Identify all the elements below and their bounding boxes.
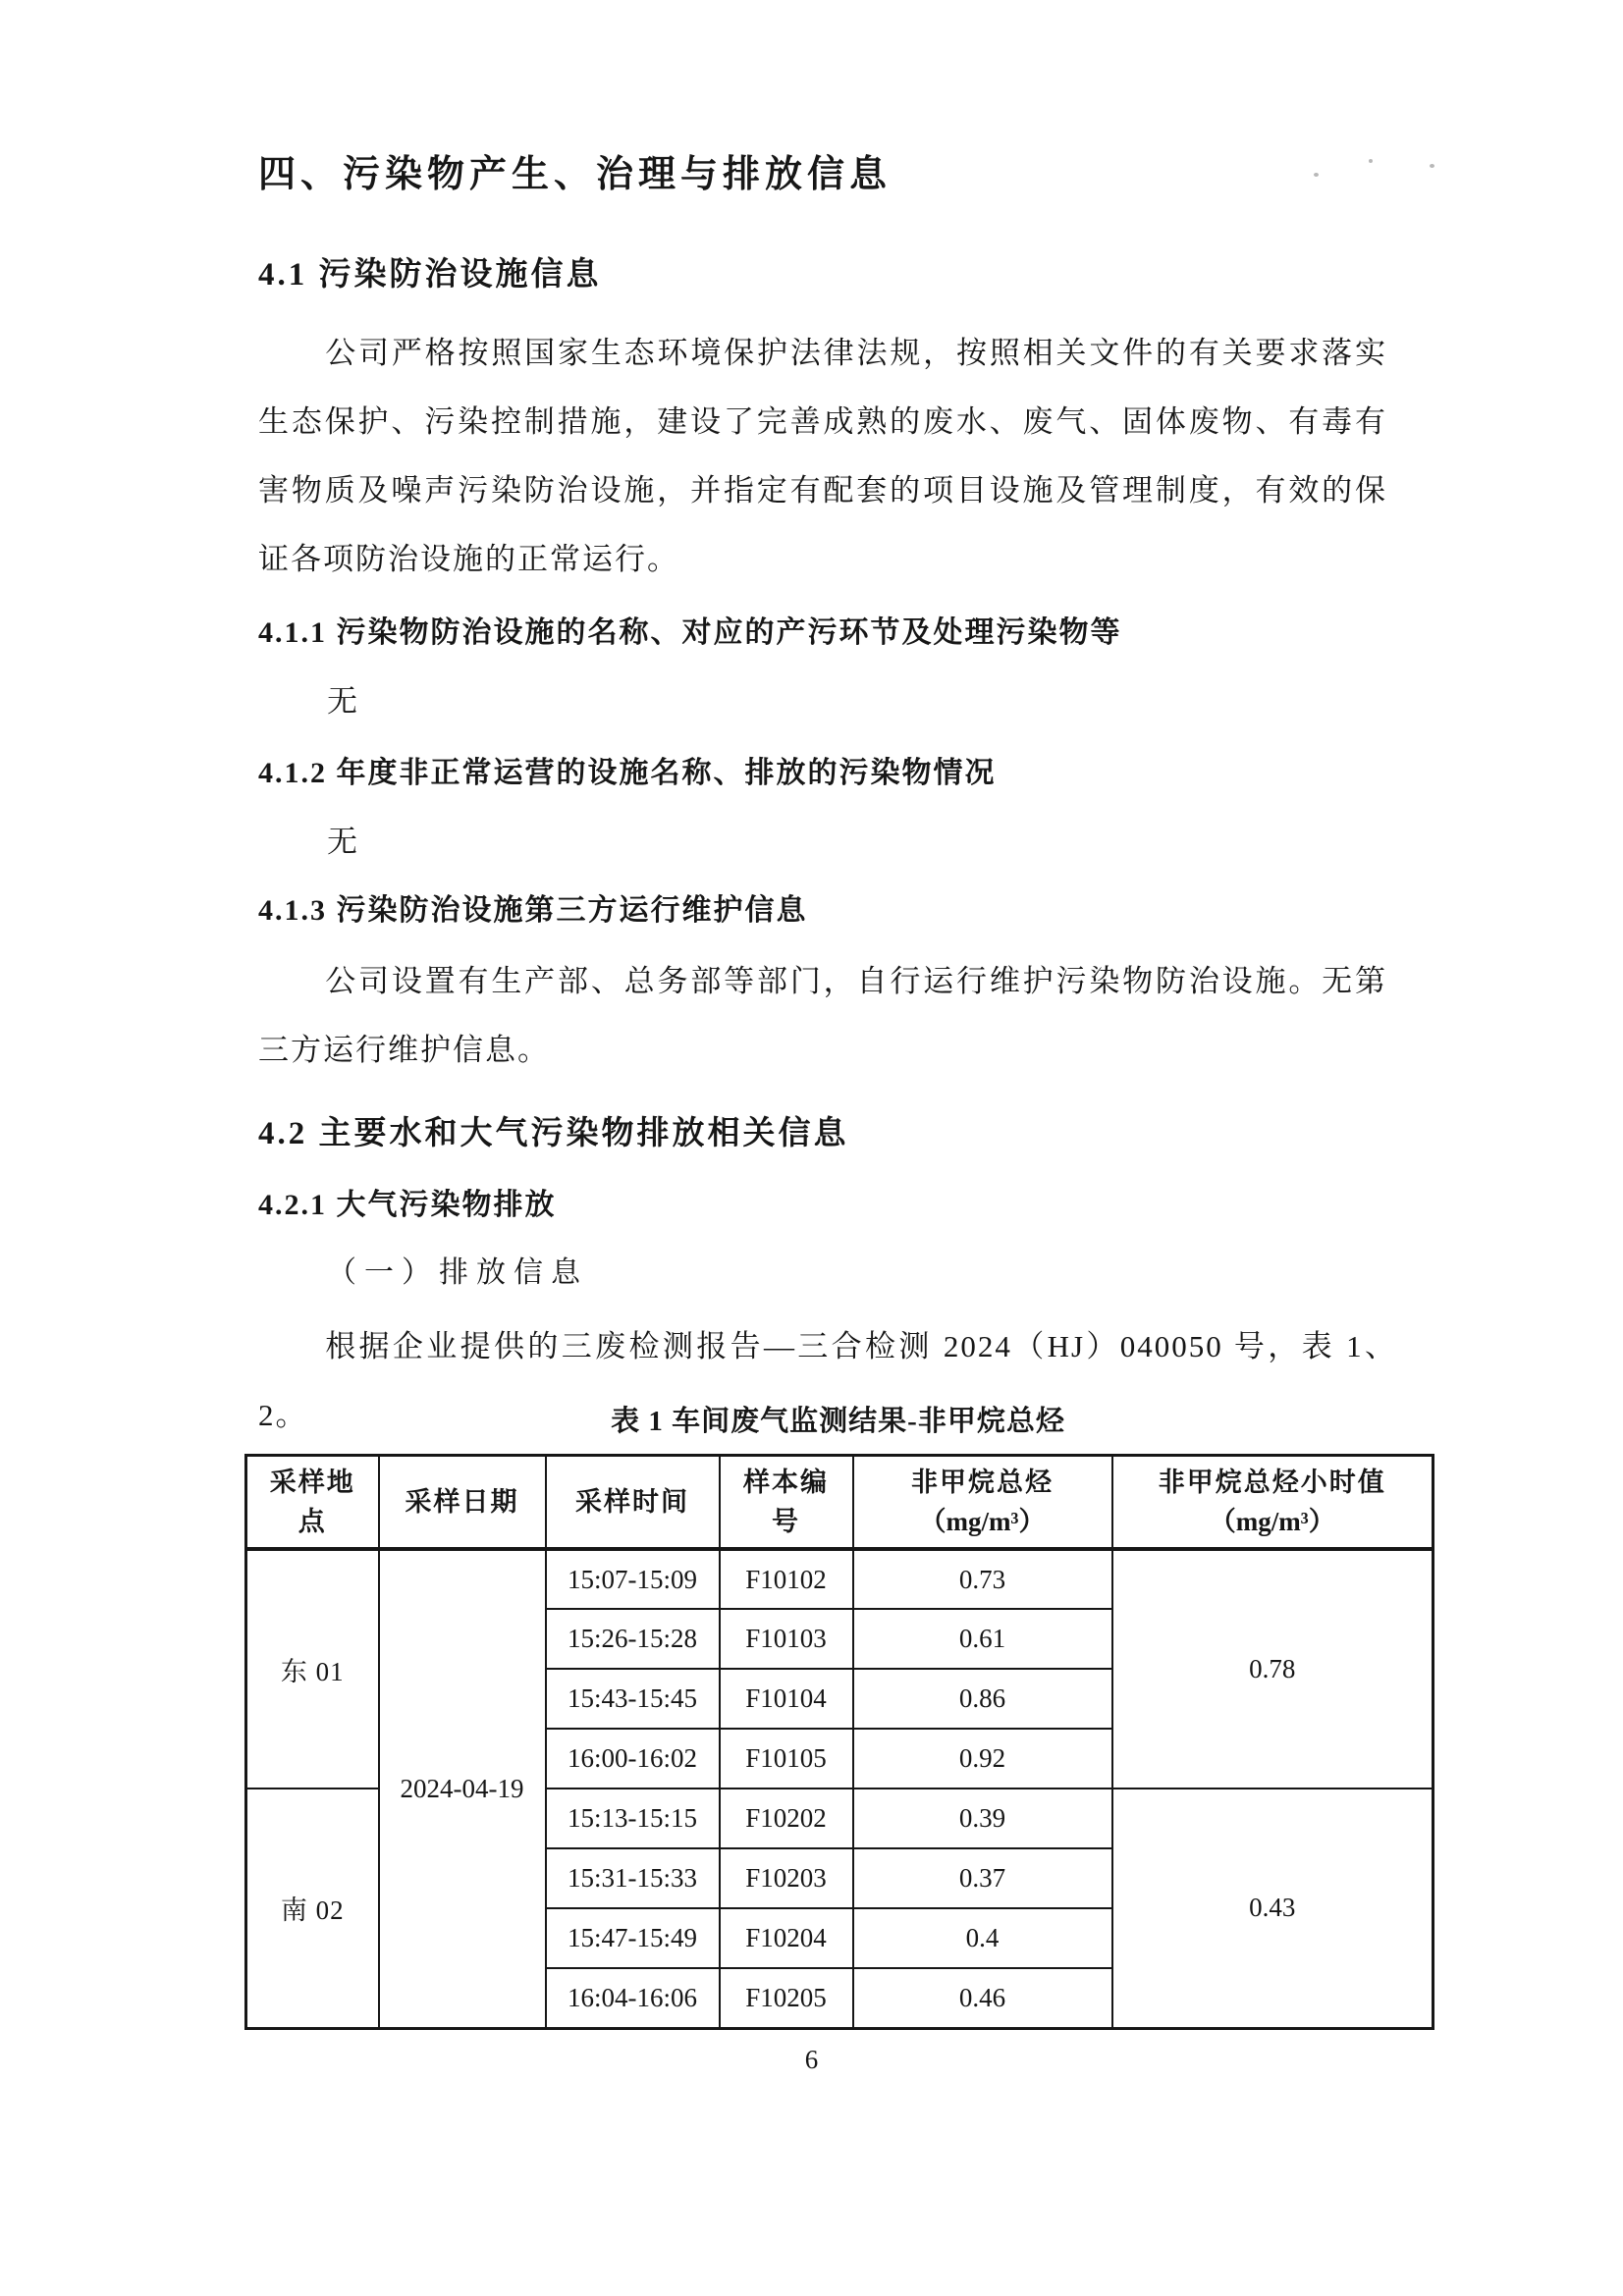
sample-cell: F10202 <box>720 1789 853 1848</box>
time-cell: 15:43-15:45 <box>546 1669 720 1729</box>
scan-speck <box>1314 173 1319 177</box>
section-4-1-heading: 4.1 污染防治设施信息 <box>258 257 602 293</box>
location-cell: 南 02 <box>246 1789 379 2028</box>
value-cell: 0.92 <box>853 1729 1112 1789</box>
value-cell: 0.37 <box>853 1848 1112 1908</box>
section-4-1-1-heading: 4.1.1 污染物防治设施的名称、对应的产污环节及处理污染物等 <box>258 616 1122 649</box>
time-cell: 15:47-15:49 <box>546 1908 720 1968</box>
emission-info-item-label: （一）排放信息 <box>327 1256 588 1289</box>
value-cell: 0.46 <box>853 1968 1112 2028</box>
sample-cell: F10103 <box>720 1609 853 1669</box>
sample-cell: F10205 <box>720 1968 853 2028</box>
section-4-2-1-heading: 4.2.1 大气污染物排放 <box>258 1189 557 1221</box>
section-4-2-1-paragraph: 根据企业提供的三废检测报告—三合检测 2024（HJ）040050 号，表 1、2。 <box>258 1329 1397 1432</box>
section-4-2-heading: 4.2 主要水和大气污染物排放相关信息 <box>258 1116 849 1151</box>
value-cell: 0.39 <box>853 1789 1112 1848</box>
scan-speck <box>1369 159 1373 163</box>
page-number: 6 <box>804 2045 819 2074</box>
section-4-1-2-heading: 4.1.2 年度非正常运营的设施名称、排放的污染物情况 <box>258 757 997 789</box>
section-4-1-2-content: 无 <box>327 825 359 859</box>
table-header-row <box>246 1456 1434 1550</box>
value-cell: 0.61 <box>853 1609 1112 1669</box>
time-cell: 15:26-15:28 <box>546 1609 720 1669</box>
section-4-1-1-content: 无 <box>327 684 359 719</box>
table-row <box>246 1549 1434 1609</box>
col-header-time: 采样时间 <box>546 1456 720 1550</box>
scan-speck <box>1430 164 1434 168</box>
time-cell: 15:13-15:15 <box>546 1789 720 1848</box>
sample-cell: F10102 <box>720 1549 853 1609</box>
sample-cell: F10204 <box>720 1908 853 1968</box>
table-title: 表 1 车间废气监测结果-非甲烷总烃 <box>611 1406 1065 1437</box>
section-4-1-3-paragraph: 公司设置有生产部、总务部等部门，自行运行维护污染物防治设施。无第三方运行维护信息。 <box>258 964 1387 1067</box>
time-cell: 16:00-16:02 <box>546 1729 720 1789</box>
time-cell: 15:07-15:09 <box>546 1549 720 1609</box>
value-cell: 0.73 <box>853 1549 1112 1609</box>
sample-cell: F10104 <box>720 1669 853 1729</box>
col-header-date: 采样日期 <box>379 1456 546 1550</box>
value-cell: 0.4 <box>853 1908 1112 1968</box>
col-header-nmhc: 非甲烷总烃 （mg/m³） <box>853 1456 1112 1550</box>
value-cell: 0.86 <box>853 1669 1112 1729</box>
hourly-cell: 0.78 <box>1112 1549 1434 1789</box>
hourly-cell: 0.43 <box>1112 1789 1434 2028</box>
col-header-nmhc-hourly: 非甲烷总烃小时值 （mg/m³） <box>1112 1456 1434 1550</box>
location-cell: 东 01 <box>246 1549 379 1789</box>
section-4-1-3-heading: 4.1.3 污染防治设施第三方运行维护信息 <box>258 894 808 927</box>
col-header-location: 采样地点 <box>246 1456 379 1550</box>
emissions-table <box>244 1454 1434 2030</box>
sample-cell: F10105 <box>720 1729 853 1789</box>
time-cell: 15:31-15:33 <box>546 1848 720 1908</box>
date-cell: 2024-04-19 <box>379 1549 546 2028</box>
time-cell: 16:04-16:06 <box>546 1968 720 2028</box>
section-4-1-paragraph: 公司严格按照国家生态环境保护法律法规，按照相关文件的有关要求落实生态保护、污染控制措施，建设了完善成熟的废水、废气、固体废物、有毒有害物质及噪声污染防治设施，并指定有配套的项目设施及管理制度，有效的保证各项防治设施的正常运行。 <box>258 336 1387 576</box>
page-title: 四、污染物产生、治理与排放信息 <box>258 154 893 195</box>
sample-cell: F10203 <box>720 1848 853 1908</box>
col-header-sample: 样本编号 <box>720 1456 853 1550</box>
